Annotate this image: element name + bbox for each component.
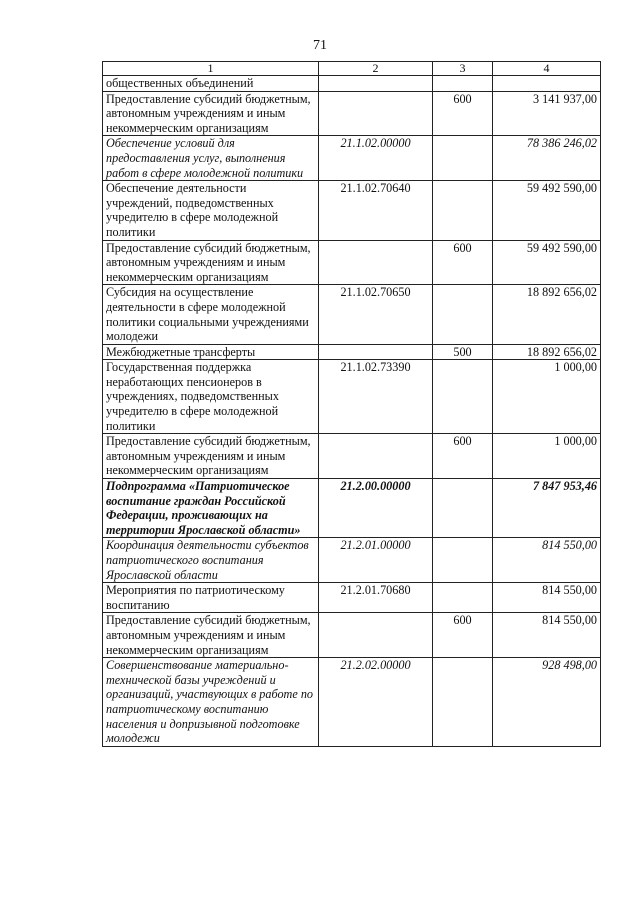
page-number: 71 [313,38,327,53]
row-expense-type-cell [433,658,493,747]
row-code-cell: 21.2.01.70680 [319,583,433,613]
column-header-4: 4 [493,62,601,76]
column-header-2: 2 [319,62,433,76]
table-row [103,658,601,747]
table-row [103,136,601,181]
row-code-cell [319,344,433,360]
row-code-cell: 21.2.01.00000 [319,538,433,583]
row-amount-cell: 814 550,00 [493,613,601,658]
table-row [103,360,601,434]
row-amount-cell: 59 492 590,00 [493,240,601,285]
row-name-cell: Мероприятия по патриотическому воспитанию [103,583,319,613]
row-amount-cell: 1 000,00 [493,360,601,434]
row-expense-type-cell: 600 [433,613,493,658]
table-row [103,285,601,344]
row-expense-type-cell [433,285,493,344]
row-expense-type-cell [433,479,493,538]
row-amount-cell: 7 847 953,46 [493,479,601,538]
row-expense-type-cell [433,136,493,181]
table-row [103,344,601,360]
row-expense-type-cell: 600 [433,434,493,479]
row-name-cell: общественных объединений [103,76,319,92]
row-expense-type-cell [433,360,493,434]
table-row [103,538,601,583]
row-amount-cell: 928 498,00 [493,658,601,747]
row-amount-cell: 18 892 656,02 [493,285,601,344]
row-name-cell: Предоставление субсидий бюджетным, автономным учреждениям и иным некоммерческим организациям [103,613,319,658]
row-expense-type-cell: 500 [433,344,493,360]
table-row [103,583,601,613]
row-name-cell: Подпрограмма «Патриотическое воспитание граждан Российской Федерации, проживающих на территории Ярославской области» [103,479,319,538]
row-expense-type-cell [433,583,493,613]
row-name-cell: Обеспечение условий для предоставления услуг, выполнения работ в сфере молодежной политики [103,136,319,181]
table-row [103,181,601,240]
row-expense-type-cell: 600 [433,240,493,285]
table-row [103,76,601,92]
column-header-1: 1 [103,62,319,76]
row-amount-cell: 18 892 656,02 [493,344,601,360]
row-code-cell [319,91,433,136]
row-name-cell: Государственная поддержка неработающих пенсионеров в учреждениях, подведомственных учредителю в сфере молодежной политики [103,360,319,434]
row-name-cell: Координация деятельности субъектов патриотического воспитания Ярославской области [103,538,319,583]
budget-table [102,61,601,747]
row-name-cell: Межбюджетные трансферты [103,344,319,360]
row-name-cell: Обеспечение деятельности учреждений, подведомственных учредителю в сфере молодежной политики [103,181,319,240]
row-amount-cell [493,76,601,92]
table-header-row [103,62,601,76]
row-code-cell [319,240,433,285]
row-amount-cell: 78 386 246,02 [493,136,601,181]
row-amount-cell: 814 550,00 [493,583,601,613]
row-amount-cell: 1 000,00 [493,434,601,479]
row-code-cell [319,76,433,92]
table-body [103,76,601,747]
row-amount-cell: 3 141 937,00 [493,91,601,136]
row-expense-type-cell: 600 [433,91,493,136]
row-code-cell: 21.1.02.73390 [319,360,433,434]
row-code-cell: 21.1.02.70640 [319,181,433,240]
row-expense-type-cell [433,538,493,583]
row-name-cell: Субсидия на осуществление деятельности в сфере молодежной политики социальными учреждениями молодежи [103,285,319,344]
row-name-cell: Предоставление субсидий бюджетным, автономным учреждениям и иным некоммерческим организациям [103,91,319,136]
row-amount-cell: 59 492 590,00 [493,181,601,240]
row-code-cell: 21.2.00.00000 [319,479,433,538]
table-row [103,434,601,479]
table-row [103,240,601,285]
row-code-cell: 21.1.02.00000 [319,136,433,181]
table-row [103,479,601,538]
row-amount-cell: 814 550,00 [493,538,601,583]
row-name-cell: Предоставление субсидий бюджетным, автономным учреждениям и иным некоммерческим организациям [103,434,319,479]
row-code-cell: 21.2.02.00000 [319,658,433,747]
row-code-cell [319,613,433,658]
row-expense-type-cell [433,76,493,92]
column-header-3: 3 [433,62,493,76]
row-name-cell: Совершенствование материально-технической базы учреждений и организаций, участвующих в работе по патриотическому воспитанию населения и допризывной подготовке молодежи [103,658,319,747]
table-row [103,613,601,658]
row-code-cell: 21.1.02.70650 [319,285,433,344]
row-expense-type-cell [433,181,493,240]
table-row [103,91,601,136]
row-name-cell: Предоставление субсидий бюджетным, автономным учреждениям и иным некоммерческим организациям [103,240,319,285]
row-code-cell [319,434,433,479]
